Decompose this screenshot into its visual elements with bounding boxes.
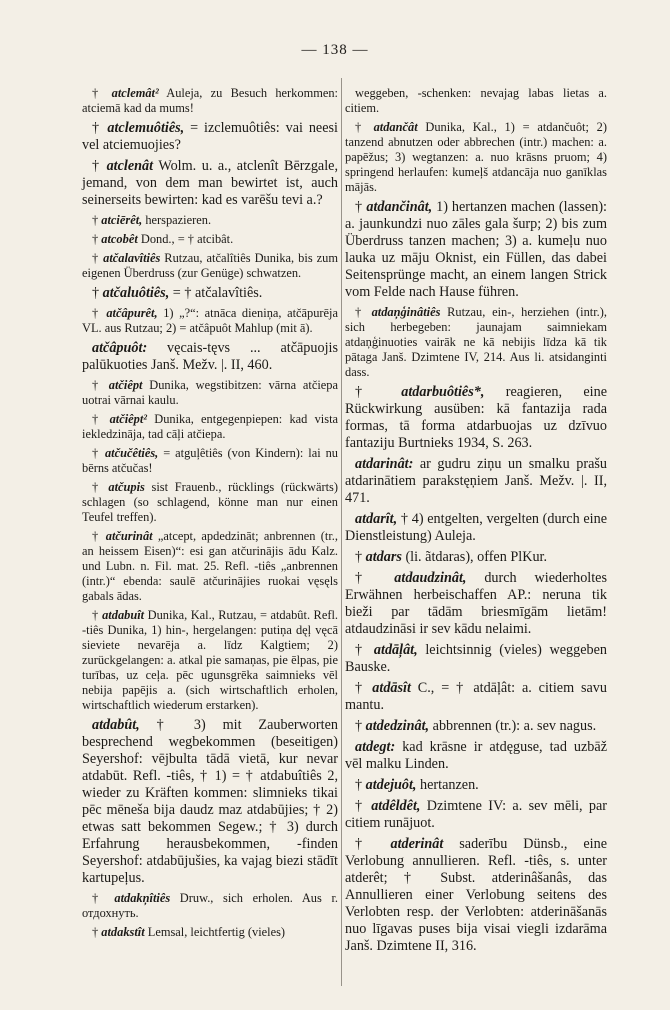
dagger-mark: † xyxy=(92,378,109,392)
entry-text: saderību Dünsb., eine Verlobung annullieren. Refl. -tiês, s. unter atderêt; † Subst. atderinâšanâs, das Annullieren einer Verlobung seitens des Verlobten resp. der Verlobten: atderināšanās nuo līgavas puses bija visai viegli izdarāma Janš. Dzimtene II, 316. xyxy=(345,836,608,954)
dictionary-entry xyxy=(82,213,338,228)
dagger-mark: † xyxy=(355,199,367,215)
dictionary-entry xyxy=(82,412,338,442)
dagger-mark: † xyxy=(92,285,103,301)
headword: atdêldêt, xyxy=(371,798,421,814)
dictionary-entry xyxy=(82,608,338,713)
entry-text: 1) „?“: atnāca dieniņa, atčāpurēja VL. aus Rutzau; 2) = atčâpuôt Mahlup (mit ā). xyxy=(82,306,338,335)
dagger-mark: † xyxy=(92,446,105,460)
headword: atčiêpt² xyxy=(109,412,148,426)
dictionary-entry xyxy=(345,120,607,195)
entry-text: hertanzen. xyxy=(416,777,479,793)
headword: atčučêtiês, xyxy=(104,446,159,460)
headword: atcobêt xyxy=(101,232,138,246)
headword: atdāļât, xyxy=(373,642,418,658)
dagger-mark: † xyxy=(92,251,104,265)
headword: atdarît, xyxy=(355,511,398,527)
page-number: — 138 — xyxy=(301,42,369,58)
headword: atdedzinât, xyxy=(365,718,430,734)
dagger-mark: † xyxy=(355,549,366,565)
headword: atdejuôt, xyxy=(365,777,417,793)
headword: atdakstît xyxy=(101,925,145,939)
dagger-mark: † xyxy=(355,798,372,814)
dictionary-entry xyxy=(82,378,338,408)
headword: atčaluôtiês, xyxy=(102,285,170,301)
entry-text: herspazieren. xyxy=(142,213,212,227)
dictionary-entry xyxy=(345,384,607,452)
headword: atčâpuôt: xyxy=(92,340,148,356)
headword: atclenât xyxy=(106,158,154,174)
entry-text: = izclemuôtiês: vai neesi vel atciemuojies? xyxy=(82,120,338,153)
dictionary-entry xyxy=(82,285,338,302)
headword: atdarinât: xyxy=(355,456,414,472)
entry-text: durch wiederholtes Erwähnen herbeischaffen AP.: neruna tik bieži par tādām briesmīgām lietām! atdaudzināsi ir sev kādu nelaimi. xyxy=(345,570,607,637)
entry-text: C., = † atdāļât: a. citiem savu mantu. xyxy=(345,680,607,713)
headword: atdars xyxy=(365,549,402,565)
dictionary-entry xyxy=(82,86,338,116)
headword: atčurinât xyxy=(105,529,153,543)
dagger-mark: † xyxy=(355,384,402,400)
dictionary-entry xyxy=(345,642,607,676)
column-divider xyxy=(341,78,342,986)
headword: atdāsît xyxy=(372,680,411,696)
left-column xyxy=(82,86,338,944)
entry-text: (li. ãtdaras), offen PlKur. xyxy=(401,549,548,565)
entry-text: Druw., sich erholen. Aus r. отдохнуть. xyxy=(82,891,338,920)
dictionary-entry xyxy=(82,120,338,154)
entry-text: kad krāsne ir atdęguse, tad uzbāž vēl malku Linden. xyxy=(345,739,607,772)
headword: atdančât xyxy=(373,120,418,134)
entry-text: vęcais-tęvs ... atčāpuojis palūkuoties Janš. Mežv. |. II, 460. xyxy=(82,340,338,373)
dictionary-entry xyxy=(82,340,338,374)
dictionary-entry xyxy=(82,446,338,476)
entry-text: Dunika, Kal., 1) = atdančuôt; 2) tanzend abnutzen oder abbrechen (intr.) machen: a. papēžus; 3) wegtanzen: a. nuo krāsns pruom; 4) springend herlaufen: kumeļš atdancāja nuo ganīklas mājās. xyxy=(345,120,608,194)
dictionary-entry xyxy=(82,480,338,525)
entry-text: abbrennen (tr.): a. sev nagus. xyxy=(429,718,597,734)
entry-text: 1) hertanzen machen (lassen): a. jaunkundzi nuo zāles gala šurp; 2) bis zum Überdruss tanzen machen; 3) a. kumeļu nuo lauka uz māju Oknist, ein Füllen, das dabei Seitensprünge macht, an einem langen Strick vom Felde nach Hause führen. xyxy=(345,199,607,300)
entry-text: Rutzau, ein-, herziehen (intr.), sich herbegeben: jaunajam saimniekam atdaņģinuoties vairāk ne kā nebijis līdza kā tik pātaga Janš. Dzimtene IV, 214. Aus li. atsidanginti dass. xyxy=(345,305,608,379)
entry-text: Dunika, Kal., Rutzau, = atdabût. Refl. -tiês Dunika, 1) hin-, hergelangen: putiņa dęļ vęcā sieviete nevarēja a. līdz Kalgtiem; 2) zurückgelangen: a. atkal pie samaņas, pie ēlpas, pie turības, uz ceļa. pēc ugunsgrēka saimnieks vēl nebija papējis a. (sich wirtschaftlich erholen, wirtschaftlich wiederum erstarken). xyxy=(82,608,338,712)
dictionary-entry xyxy=(82,717,338,887)
entry-text: † 3) mit Zauberworten besprechend wegbekommen (beseitigen) Seyershof: vējbulta tādā vietā, kur nevar atdabūt. Refl. -tiês, † 1) = † atdabuîtiês 2, wieder zu Kräften kommen: slimnieks tikai pēc mēneša bija daudz maz atdabūjies; † 2) etwas satt bekommen Segew.; † 3) durch Erfahrung herausbekommen, -finden Seyershof: atdabūjušies, ka vajag biezi stādīt kartupeļus. xyxy=(82,717,338,886)
dictionary-entry xyxy=(82,529,338,604)
headword: atčalavîtiês xyxy=(103,251,161,265)
entry-text: „atcept, apdedzināt; anbrennen (tr., an heissem Eisen)“: esi gan atčurinājis ādu Kalz. und Lubn. n. Fil. mat. 25. Refl. -tiês „anbrennen (intr.)“ ebenda: saulē atčurinājies ruokai vęsęls gabals ādas. xyxy=(82,529,339,603)
dagger-mark: † xyxy=(92,925,102,939)
dagger-mark: † xyxy=(92,608,103,622)
dagger-mark: † xyxy=(92,120,108,136)
entry-text: Dond., = † atcibât. xyxy=(137,232,234,246)
dagger-mark: † xyxy=(355,120,374,134)
dictionary-entry xyxy=(82,232,338,247)
dictionary-entry xyxy=(82,158,338,209)
dagger-mark: † xyxy=(355,305,372,319)
dagger-mark: † xyxy=(92,412,110,426)
dagger-mark: † xyxy=(92,306,107,320)
headword: atciērêt, xyxy=(101,213,143,227)
dictionary-entry xyxy=(345,86,607,116)
headword: atčiêpt xyxy=(108,378,143,392)
entry-text: Dzimtene IV: a. sev mēli, par citiem runājuot. xyxy=(345,798,607,831)
dictionary-entry xyxy=(82,925,338,940)
entry-text: reagieren, eine Rückwirkung ausüben: kā fantazija rada formas, tā forma atdarbuojas uz dzīvuo fantaziju Burtnieks 1934, S. 263. xyxy=(345,384,607,451)
dictionary-entry xyxy=(345,798,607,832)
dictionary-entry xyxy=(345,511,607,545)
dictionary-entry xyxy=(345,456,607,507)
entry-text: sist Frauenb., rücklings (rückwärts) schlagen (so schlagend, könne man nur einen Teufel treffen). xyxy=(82,480,338,524)
entry-text: Dunika, entgegenpiepen: kad vista iekledzināja, tad cāļi atčiepa. xyxy=(82,412,339,441)
headword: atdabût, xyxy=(92,717,140,733)
entry-text: Rutzau, atčalîtiês Dunika, bis zum eigenen Überdruss (zur Genüge) schwatzen. xyxy=(82,251,338,280)
dagger-mark: † xyxy=(355,642,374,658)
dictionary-entry xyxy=(345,570,607,638)
headword: atčupis xyxy=(108,480,145,494)
dictionary-entry xyxy=(82,891,338,921)
dagger-mark: † xyxy=(92,480,109,494)
dagger-mark: † xyxy=(92,891,115,905)
dagger-mark: † xyxy=(355,680,373,696)
dagger-mark: † xyxy=(355,718,366,734)
dictionary-entry xyxy=(345,777,607,794)
headword: atdaudzinât, xyxy=(394,570,467,586)
entry-text: † 4) entgelten, vergelten (durch eine Dienstleistung) Auleja. xyxy=(345,511,607,544)
dictionary-entry xyxy=(82,251,338,281)
entry-text: = atguļêtiês (von Kindern): lai nu bērns atčučas! xyxy=(82,446,338,475)
headword: atclemât² xyxy=(111,86,159,100)
headword: atdakņîtiês xyxy=(114,891,171,905)
entry-text: ar gudru ziņu un smalku prašu atdarinātiem parakstęņiem Janš. Mežv. |. II, 471. xyxy=(345,456,607,506)
right-column xyxy=(345,86,607,959)
headword: atdančinât, xyxy=(366,199,433,215)
headword: atderinât xyxy=(390,836,444,852)
headword: atdabuît xyxy=(102,608,145,622)
entry-text: = † atčalavîtiês. xyxy=(169,285,263,301)
dictionary-entry xyxy=(345,680,607,714)
entry-text: weggeben, -schenken: nevajag labas lietas a. citiem. xyxy=(345,86,607,115)
dagger-mark: † xyxy=(92,158,107,174)
dictionary-entry xyxy=(345,305,607,380)
entry-text: Wolm. u. a., atclenît Bērzgale, jemand, von dem man bewirtet ist, auch seinerseits bewirten: kad es varēšu tevi a.? xyxy=(82,158,339,208)
dagger-mark: † xyxy=(355,570,395,586)
entry-text: Dunika, wegstibitzen: vārna atčiepa uotrai vārnai kaulu. xyxy=(82,378,338,407)
headword: atdarbuôtiês*, xyxy=(401,384,485,400)
headword: atčâpurêt, xyxy=(106,306,158,320)
dagger-mark: † xyxy=(92,213,102,227)
headword: atclemuôtiês, xyxy=(107,120,185,136)
dictionary-entry xyxy=(82,306,338,336)
dagger-mark: † xyxy=(92,86,112,100)
dictionary-entry xyxy=(345,199,607,301)
dagger-mark: † xyxy=(92,529,106,543)
entry-text: Auleja, zu Besuch herkommen: atciemā kad da mums! xyxy=(82,86,338,115)
dictionary-entry xyxy=(345,549,607,566)
dictionary-entry xyxy=(345,718,607,735)
dagger-mark: † xyxy=(355,777,366,793)
entry-text: leichtsinnig (vieles) weggeben Bauske. xyxy=(345,642,607,675)
entry-text: Lemsal, leichtfertig (vieles) xyxy=(144,925,286,939)
dagger-mark: † xyxy=(355,836,391,852)
headword: atdegt: xyxy=(355,739,396,755)
dictionary-entry xyxy=(345,836,607,955)
headword: atdaņģinâtiês xyxy=(371,305,441,319)
dagger-mark: † xyxy=(92,232,102,246)
dictionary-entry xyxy=(345,739,607,773)
